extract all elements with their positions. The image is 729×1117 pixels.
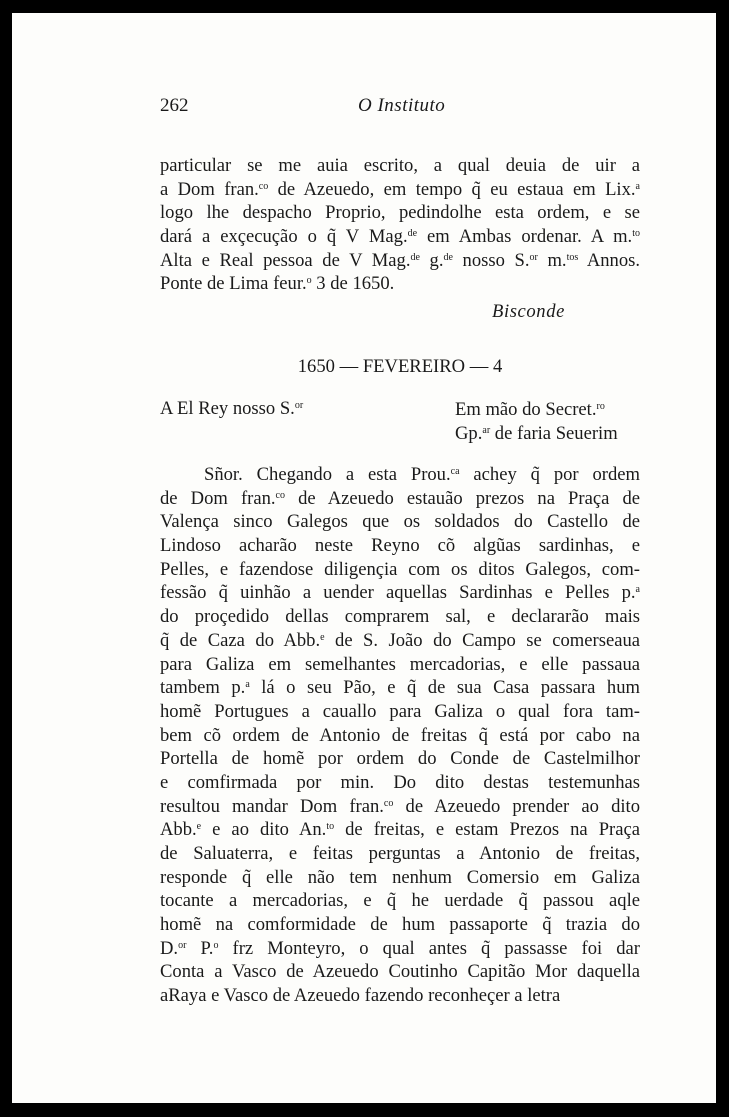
- superscript-abbreviation: or: [294, 400, 304, 411]
- text-line: [160, 201, 640, 225]
- text-run: Valença sinco Galegos que os soldados do Castello de: [160, 511, 640, 533]
- superscript-abbreviation: o: [213, 939, 219, 951]
- text-line: [160, 913, 640, 937]
- text-line: [160, 178, 640, 202]
- text-run: Lindoso acharão neste Reyno cõ algũas sardinhas, e: [160, 535, 640, 557]
- superscript-abbreviation: co: [383, 797, 394, 809]
- running-title: O Instituto: [358, 95, 446, 116]
- text-run: homẽ Portugues a cauallo para Galiza o qual fora tam-: [160, 700, 640, 722]
- text-run: Conta a Vasco de Azeuedo Coutinho Capitão Mor daquella: [160, 961, 640, 983]
- superscript-abbreviation: ca: [450, 466, 460, 477]
- text-line: [160, 653, 640, 677]
- text-line: [160, 629, 640, 653]
- letter-1-text: [160, 154, 640, 296]
- page-number: 262: [160, 95, 189, 116]
- text-line: [160, 818, 640, 842]
- text-line: [160, 937, 640, 961]
- text-run: tambem p.: [160, 677, 246, 699]
- text-run: Em mão do Secret.: [455, 399, 597, 420]
- text-run: particular se me auia escrito, a qual deuia de uir a: [160, 155, 640, 176]
- text-run: A El Rey nosso S.: [160, 398, 295, 419]
- text-run: Gp.: [455, 422, 483, 444]
- text-line: [160, 225, 640, 249]
- superscript-abbreviation: to: [326, 821, 335, 833]
- text-line: [160, 487, 640, 511]
- superscript-abbreviation: de: [443, 251, 453, 263]
- page-header: [160, 95, 640, 121]
- text-line: [160, 724, 640, 748]
- text-line: [160, 249, 640, 273]
- text-run: de Azeuedo estauão prezos na Praça de: [284, 487, 640, 509]
- addressee: [160, 398, 303, 420]
- text-run: lá o seu Pão, e q̃ de sua Casa passara hum: [249, 677, 640, 699]
- text-line: [160, 272, 640, 296]
- text-run: logo lhe despacho Proprio, pedindolhe esta ordem, e se: [160, 202, 640, 224]
- superscript-abbreviation: ar: [482, 424, 491, 436]
- text-run: Annos.: [578, 249, 641, 271]
- text-run: Ponte de Lima feur.: [160, 273, 307, 295]
- superscript-abbreviation: or: [178, 939, 187, 951]
- superscript-abbreviation: or: [529, 251, 538, 263]
- superscript-abbreviation: co: [258, 180, 269, 192]
- signature: Bisconde: [492, 301, 565, 322]
- text-run: Abb.: [160, 819, 197, 841]
- text-run: frz Monteyro, o qual antes q̃ passasse foi dar: [218, 937, 640, 959]
- text-run: resultou mandar Dom fran.: [160, 795, 384, 817]
- text-run: tocante a mercadorias, e q̃ he uerdade q̃ passou aqle: [160, 890, 640, 912]
- book-page: [12, 13, 716, 1103]
- text-line: [160, 154, 640, 178]
- text-run: Portella de homẽ por ordem do Conde de Castelmilhor: [160, 748, 640, 770]
- delivery-line: [455, 398, 618, 422]
- text-line: [160, 676, 640, 700]
- text-run: achey q̃ por ordem: [459, 464, 640, 485]
- text-line: [160, 795, 640, 819]
- text-run: Sñor. Chegando a esta Prou.: [204, 464, 451, 485]
- text-run: nosso S.: [452, 249, 530, 271]
- text-run: de S. João do Campo se comerseaua: [324, 629, 641, 651]
- text-run: e ao dito An.: [201, 819, 327, 841]
- text-line: [160, 771, 640, 795]
- text-run: de freitas, e estam Prezos na Praça: [334, 819, 641, 841]
- text-run: dará a exçecução o q̃ V Mag.: [160, 226, 408, 248]
- superscript-abbreviation: ro: [596, 401, 605, 412]
- text-run: de Azeuedo prender ao dito: [393, 795, 640, 817]
- letter-2-text: [160, 463, 640, 1008]
- superscript-abbreviation: a: [635, 180, 640, 192]
- text-run: responde q̃ elle não tem nenhum Comersio em Galiza: [160, 866, 640, 888]
- text-line: [160, 866, 640, 890]
- text-line: [160, 510, 640, 534]
- text-run: g.: [419, 249, 444, 271]
- text-run: para Galiza em semelhantes mercadorias, e elle passaua: [160, 653, 640, 675]
- superscript-abbreviation: de: [407, 228, 418, 240]
- text-run: q̃ de Caza do Abb.: [160, 629, 321, 651]
- text-run: de faria Seuerim: [490, 422, 618, 444]
- text-run: em Ambas ordenar. A m.: [417, 226, 633, 248]
- text-run: e comfirmada por min. Do dito destas testemunhas: [160, 771, 640, 793]
- text-run: de Saluaterra, e feitas perguntas a Antonio de freitas,: [160, 843, 640, 864]
- superscript-abbreviation: a: [245, 679, 250, 691]
- text-run: de Azeuedo, em tempo q̃ eu estaua em Lix.: [268, 178, 636, 200]
- text-run: Pelles, e fazendose diligençia com os ditos Galegos, com-: [160, 558, 640, 580]
- superscript-abbreviation: e: [196, 821, 202, 833]
- superscript-abbreviation: tos: [566, 251, 579, 263]
- text-run: bem cõ ordem de Antonio de freitas q̃ está por cabo na: [160, 724, 640, 746]
- text-line: [160, 842, 640, 866]
- text-line: [160, 700, 640, 724]
- text-line: [160, 534, 640, 558]
- superscript-abbreviation: e: [320, 631, 325, 643]
- text-run: m.: [537, 249, 567, 271]
- superscript-abbreviation: co: [275, 489, 285, 501]
- superscript-abbreviation: to: [632, 228, 640, 240]
- text-run: D.: [160, 937, 179, 959]
- delivery-note: [455, 398, 618, 445]
- text-line: [160, 984, 640, 1008]
- text-run: do proçedido dellas comprarem sal, e declararão mais: [160, 606, 640, 628]
- superscript-abbreviation: de: [410, 251, 420, 263]
- superscript-abbreviation: o: [306, 275, 312, 287]
- text-run: aRaya e Vasco de Azeuedo fazendo reconheçer a letra: [160, 985, 561, 1007]
- text-line: [160, 889, 640, 913]
- text-run: de Dom fran.: [160, 487, 276, 509]
- text-line: [160, 960, 640, 984]
- text-line: [160, 558, 640, 582]
- text-run: P.: [186, 937, 214, 959]
- text-run: 3 de 1650.: [311, 273, 395, 295]
- text-line: [160, 463, 640, 487]
- text-line: [160, 581, 640, 605]
- text-line: [160, 605, 640, 629]
- text-run: a Dom fran.: [160, 178, 259, 200]
- date-heading: 1650 — FEVEREIRO — 4: [297, 356, 503, 377]
- text-line: [160, 747, 640, 771]
- superscript-abbreviation: a: [635, 584, 640, 596]
- text-run: fessão q̃ uinhão a uender aquellas Sardinhas e Pelles p.: [160, 582, 636, 604]
- text-run: Alta e Real pessoa de V Mag.: [160, 249, 411, 271]
- delivery-line: [455, 422, 618, 446]
- text-run: homẽ na comformidade de hum passaporte q̃ trazia do: [160, 914, 640, 936]
